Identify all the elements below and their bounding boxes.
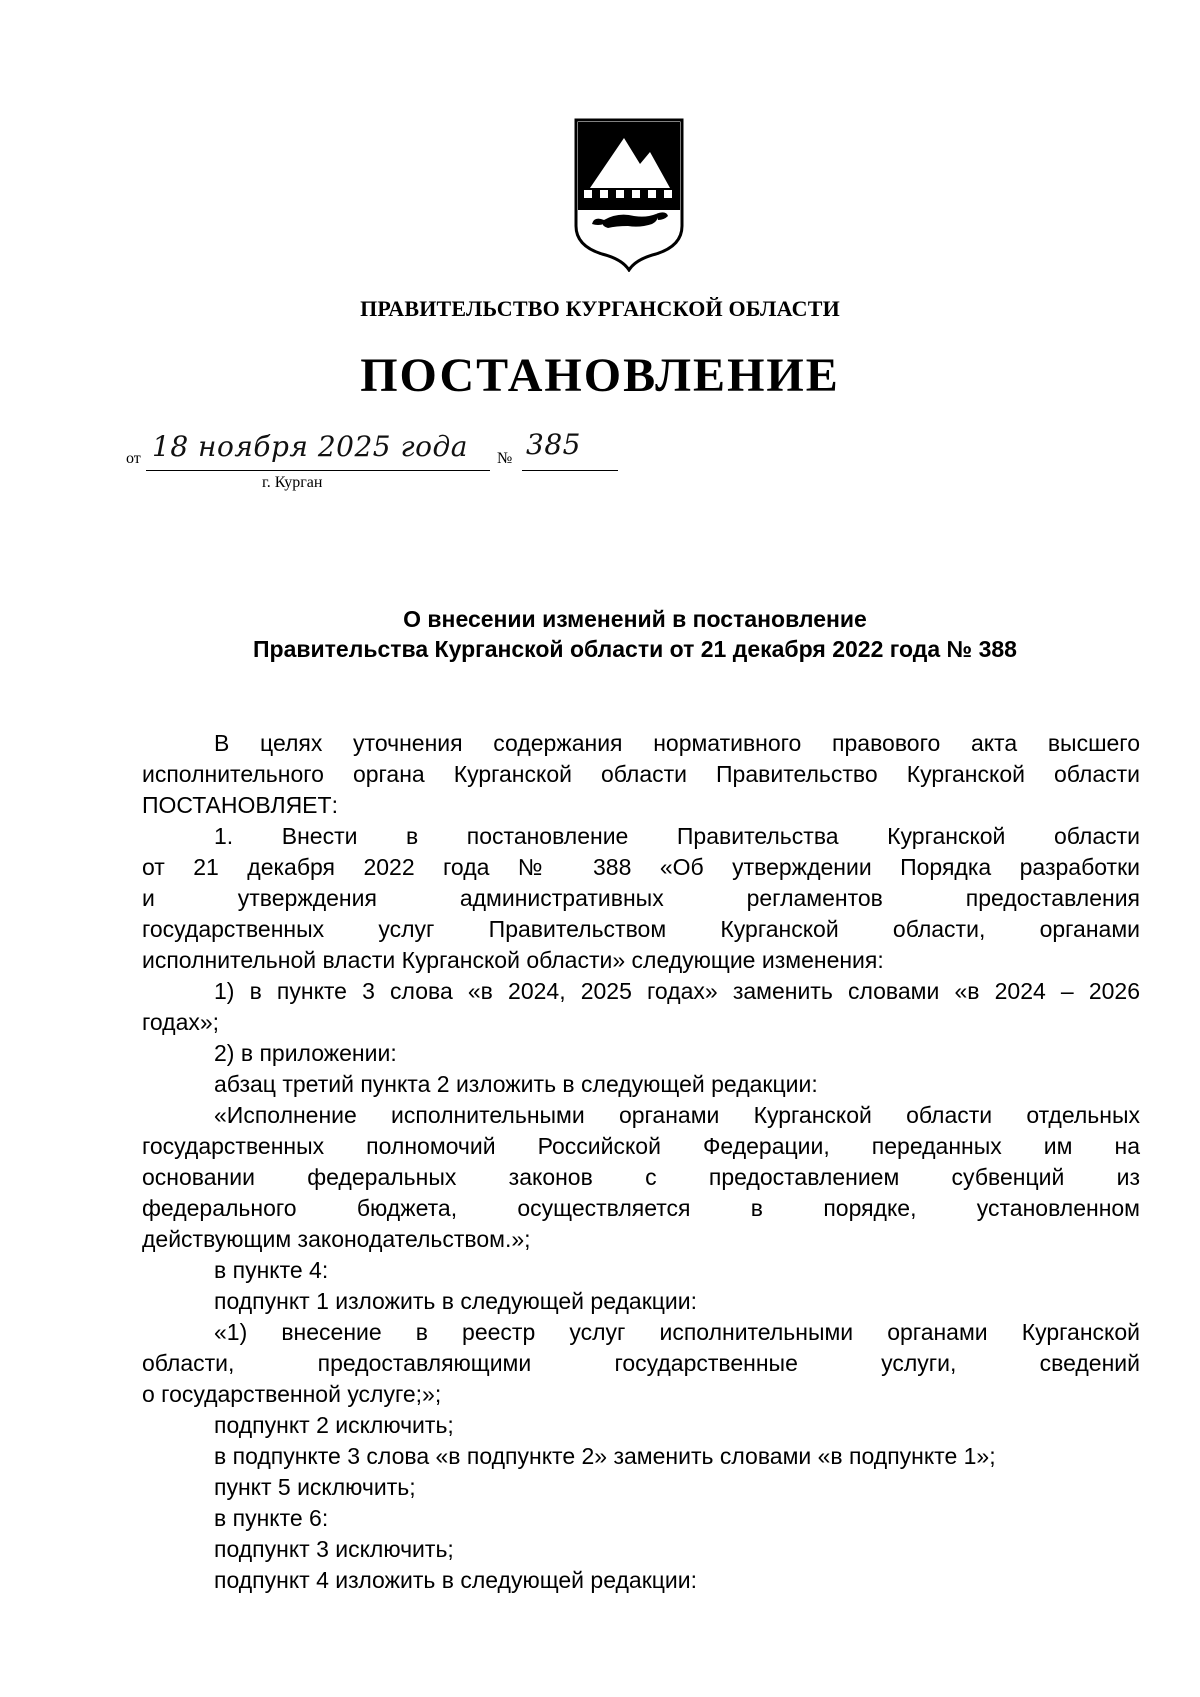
body-line: абзац третий пункта 2 изложить в следующей редакции: (214, 1071, 818, 1097)
body-line: В целях уточнения содержания нормативного правового акта высшего (214, 730, 1140, 756)
body-line: в подпункте 3 слова «в подпункте 2» заменить словами «в подпункте 1»; (214, 1443, 996, 1469)
body-line: исполнительного органа Курганской области Правительство Курганской области (142, 761, 1140, 787)
body-line: федерального бюджета, осуществляется в порядке, установленном (142, 1195, 1140, 1221)
body-line: 1) в пункте 3 слова «в 2024, 2025 годах» заменить словами «в 2024 – 2026 (214, 978, 1140, 1004)
number-underline (522, 470, 618, 471)
body-line: исполнительной власти Курганской области» следующие изменения: (142, 947, 884, 973)
body-line: ПОСТАНОВЛЯЕТ: (142, 792, 338, 818)
body-line: подпункт 2 исключить; (214, 1412, 454, 1438)
from-label: от (126, 450, 141, 467)
document-type-heading: ПОСТАНОВЛЕНИЕ (360, 349, 840, 402)
body-line: 2) в приложении: (214, 1040, 397, 1066)
body-line: пункт 5 исключить; (214, 1474, 416, 1500)
handwritten-number: 385 (526, 428, 581, 461)
date-underline (146, 470, 490, 471)
body-line: 1. Внести в постановление Правительства Курганской области (214, 823, 1140, 849)
body-line: подпункт 3 исключить; (214, 1536, 454, 1562)
body-line: в пункте 4: (214, 1257, 329, 1283)
body-line: «1) внесение в реестр услуг исполнительными органами Курганской (214, 1319, 1140, 1345)
body-line: годах»; (142, 1009, 220, 1035)
coat-of-arms-emblem (570, 116, 688, 272)
body-line: действующим законодательством.»; (142, 1226, 531, 1252)
body-line: «Исполнение исполнительными органами Курганской области отдельных (214, 1102, 1140, 1128)
body-line: государственных полномочий Российской Федерации, переданных им на (142, 1133, 1140, 1159)
subject-line-2: Правительства Курганской области от 21 декабря 2022 года № 388 (253, 636, 1017, 662)
body-line: государственных услуг Правительством Курганской области, органами (142, 916, 1140, 942)
body-line: подпункт 1 изложить в следующей редакции: (214, 1288, 698, 1314)
number-label: № (497, 450, 513, 467)
body-line: о государственной услуге;»; (142, 1381, 442, 1407)
body-line: и утверждения административных регламентов предоставления (142, 885, 1140, 911)
city-label: г. Курган (262, 474, 323, 491)
body-text (142, 728, 1140, 1596)
dateline (0, 430, 1200, 490)
body-line: области, предоставляющими государственные услуги, сведений (142, 1350, 1140, 1376)
body-line: основании федеральных законов с предоставлением субвенций из (142, 1164, 1140, 1190)
handwritten-date: 18 ноября 2025 года (152, 430, 468, 463)
body-line: подпункт 4 изложить в следующей редакции: (214, 1567, 698, 1593)
body-line: в пункте 6: (214, 1505, 329, 1531)
body-line: от 21 декабря 2022 года № 388 «Об утверждении Порядка разработки (142, 854, 1140, 880)
subject-line-1: О внесении изменений в постановление (403, 606, 867, 632)
government-title: ПРАВИТЕЛЬСТВО КУРГАНСКОЙ ОБЛАСТИ (360, 296, 840, 321)
